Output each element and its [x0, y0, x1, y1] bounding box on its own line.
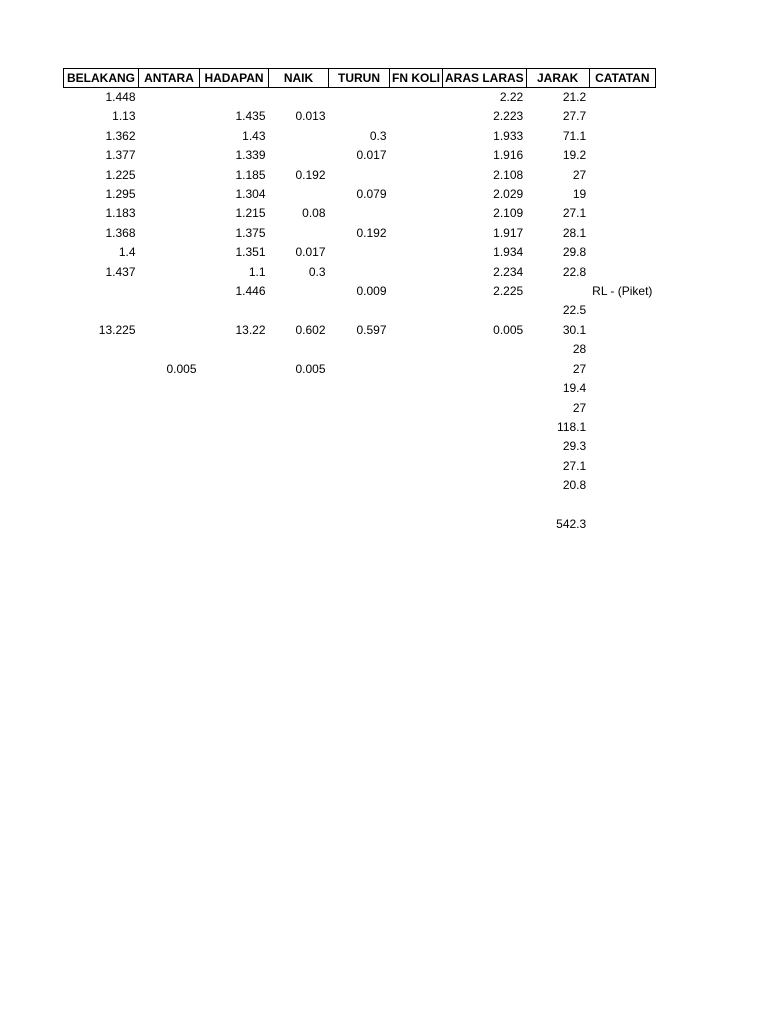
cell-antara [139, 379, 200, 398]
cell-aras-laras: 2.22 [499, 90, 524, 104]
cell-catatan [589, 399, 655, 418]
cell-catatan [589, 457, 655, 476]
cell-aras-laras: 2.108 [493, 167, 524, 182]
cell-antara [139, 282, 200, 301]
cell-hadapan [200, 360, 269, 379]
cell-hadapan: 1.43 [242, 128, 266, 143]
header-fn-koli: FN KOLI [390, 69, 443, 88]
header-row [64, 69, 656, 88]
cell-fn-koli [390, 146, 443, 165]
cell-jarak: 29.3 [562, 439, 587, 454]
cell-aras-laras [443, 301, 527, 320]
cell-hadapan [200, 515, 269, 534]
cell-antara [139, 88, 200, 108]
cell-fn-koli [390, 496, 443, 515]
cell-antara [139, 166, 200, 185]
cell-jarak: 27.1 [562, 206, 587, 221]
header-turun: TURUN [329, 69, 390, 88]
cell-catatan [589, 496, 655, 515]
cell-jarak: 28 [572, 342, 587, 357]
cell-jarak [526, 282, 589, 301]
cell-antara [139, 185, 200, 204]
cell-hadapan: 1.185 [235, 167, 266, 182]
cell-catatan [589, 107, 655, 126]
cell-fn-koli [390, 166, 443, 185]
cell-naik [269, 515, 329, 534]
cell-belakang [64, 360, 139, 379]
cell-aras-laras [443, 399, 527, 418]
cell-turun: 0.017 [356, 148, 387, 163]
cell-jarak: 22.8 [562, 264, 587, 279]
table-row [64, 399, 656, 418]
cell-belakang: 1.295 [105, 187, 136, 202]
cell-turun [329, 88, 390, 108]
cell-belakang [64, 515, 139, 534]
cell-jarak: 19.2 [562, 148, 587, 163]
cell-catatan [589, 127, 655, 146]
cell-belakang [64, 457, 139, 476]
table-row [64, 224, 656, 243]
cell-belakang: 1.4 [118, 245, 136, 260]
cell-belakang [64, 340, 139, 359]
cell-antara [139, 476, 200, 495]
cell-belakang: 1.183 [105, 206, 136, 221]
cell-naik: 0.005 [295, 361, 326, 376]
cell-hadapan: 1.339 [235, 148, 266, 163]
cell-aras-laras [443, 496, 527, 515]
cell-fn-koli [390, 340, 443, 359]
cell-aras-laras [443, 457, 527, 476]
cell-aras-laras [443, 379, 527, 398]
cell-antara: 0.005 [166, 361, 197, 376]
cell-turun [329, 204, 390, 223]
header-naik: NAIK [269, 69, 329, 88]
header-aras-laras: ARAS LARAS [443, 69, 527, 88]
cell-antara [139, 263, 200, 282]
cell-turun [329, 340, 390, 359]
cell-catatan [589, 321, 655, 340]
cell-hadapan [200, 496, 269, 515]
cell-aras-laras [443, 360, 527, 379]
table-row [64, 457, 656, 476]
cell-jarak: 542.3 [556, 516, 587, 531]
cell-fn-koli [390, 282, 443, 301]
cell-catatan [589, 476, 655, 495]
cell-naik [269, 146, 329, 165]
cell-antara [139, 301, 200, 320]
header-antara: ANTARA [139, 69, 200, 88]
cell-hadapan [200, 437, 269, 456]
cell-turun: 0.192 [356, 225, 387, 240]
cell-turun [329, 515, 390, 534]
cell-jarak: 27.7 [562, 109, 587, 124]
cell-antara [139, 224, 200, 243]
cell-naik: 0.017 [295, 245, 326, 260]
cell-fn-koli [390, 399, 443, 418]
cell-turun [329, 243, 390, 262]
cell-fn-koli [390, 243, 443, 262]
header-belakang: BELAKANG [64, 69, 139, 88]
cell-jarak: 19.4 [562, 381, 587, 396]
table-row [64, 515, 656, 534]
header-jarak: JARAK [526, 69, 589, 88]
cell-belakang [64, 282, 139, 301]
cell-antara [139, 418, 200, 437]
cell-aras-laras [443, 340, 527, 359]
cell-jarak: 30.1 [562, 322, 587, 337]
cell-hadapan: 1.375 [235, 225, 266, 240]
header-catatan: CATATAN [589, 69, 655, 88]
table-row [64, 301, 656, 320]
cell-belakang [64, 476, 139, 495]
cell-jarak: 27 [572, 400, 587, 415]
cell-naik: 0.3 [308, 264, 326, 279]
cell-belakang [64, 379, 139, 398]
cell-naik: 0.08 [302, 206, 326, 221]
cell-catatan [589, 185, 655, 204]
table-row [64, 418, 656, 437]
cell-jarak: 27 [572, 167, 587, 182]
cell-antara [139, 321, 200, 340]
cell-belakang [64, 496, 139, 515]
cell-naik [269, 496, 329, 515]
table-row [64, 88, 656, 108]
table-row [64, 166, 656, 185]
cell-jarak: 29.8 [562, 245, 587, 260]
table-row [64, 340, 656, 359]
cell-turun [329, 379, 390, 398]
cell-catatan [589, 224, 655, 243]
cell-belakang [64, 418, 139, 437]
cell-naik [269, 282, 329, 301]
cell-jarak: 21.2 [562, 90, 587, 104]
cell-aras-laras: 1.917 [493, 225, 524, 240]
cell-belakang [64, 399, 139, 418]
cell-antara [139, 457, 200, 476]
cell-aras-laras: 0.005 [493, 322, 524, 337]
cell-fn-koli [390, 418, 443, 437]
cell-aras-laras: 2.223 [493, 109, 524, 124]
cell-jarak: 27 [572, 361, 587, 376]
cell-fn-koli [390, 457, 443, 476]
cell-turun [329, 476, 390, 495]
cell-hadapan [200, 88, 269, 108]
cell-naik: 0.602 [295, 322, 326, 337]
cell-naik [269, 457, 329, 476]
cell-fn-koli [390, 107, 443, 126]
cell-jarak: 19 [572, 187, 587, 202]
cell-turun: 0.009 [356, 284, 387, 299]
table-row [64, 127, 656, 146]
cell-catatan [589, 88, 655, 108]
cell-catatan [589, 360, 655, 379]
cell-aras-laras: 2.225 [493, 284, 524, 299]
cell-antara [139, 243, 200, 262]
cell-turun [329, 107, 390, 126]
cell-jarak: 118.1 [557, 419, 587, 434]
cell-turun [329, 496, 390, 515]
cell-fn-koli [390, 379, 443, 398]
cell-fn-koli [390, 127, 443, 146]
cell-turun: 0.079 [356, 187, 387, 202]
cell-belakang: 1.225 [105, 167, 136, 182]
cell-hadapan [200, 418, 269, 437]
cell-turun: 0.3 [369, 128, 387, 143]
cell-fn-koli [390, 185, 443, 204]
cell-belakang: 13.225 [98, 322, 136, 337]
cell-aras-laras [443, 515, 527, 534]
table-body [64, 88, 656, 535]
table-row [64, 379, 656, 398]
cell-hadapan: 1.1 [248, 264, 266, 279]
cell-turun [329, 418, 390, 437]
cell-antara [139, 437, 200, 456]
cell-antara [139, 127, 200, 146]
cell-catatan [589, 263, 655, 282]
table-row [64, 282, 656, 301]
cell-belakang [64, 301, 139, 320]
cell-fn-koli [390, 321, 443, 340]
cell-aras-laras: 2.109 [493, 206, 524, 221]
cell-fn-koli [390, 515, 443, 534]
cell-fn-koli [390, 88, 443, 108]
cell-catatan [589, 204, 655, 223]
cell-jarak: 22.5 [562, 303, 587, 318]
cell-turun [329, 263, 390, 282]
cell-belakang: 1.13 [112, 109, 136, 124]
levelling-table [63, 68, 656, 534]
cell-naik [269, 437, 329, 456]
cell-turun [329, 360, 390, 379]
cell-hadapan: 1.215 [235, 206, 266, 221]
cell-hadapan [200, 379, 269, 398]
cell-turun [329, 457, 390, 476]
cell-catatan [589, 515, 655, 534]
cell-turun [329, 437, 390, 456]
cell-fn-koli [390, 204, 443, 223]
table-row [64, 243, 656, 262]
cell-antara [139, 340, 200, 359]
table-row [64, 360, 656, 379]
cell-naik [269, 88, 329, 108]
cell-naik [269, 301, 329, 320]
cell-jarak: 71.1 [562, 128, 587, 143]
cell-fn-koli [390, 263, 443, 282]
cell-antara [139, 107, 200, 126]
cell-hadapan [200, 457, 269, 476]
header-hadapan: HADAPAN [200, 69, 269, 88]
cell-catatan [589, 146, 655, 165]
cell-naik: 0.192 [295, 167, 326, 182]
cell-hadapan [200, 399, 269, 418]
cell-antara [139, 204, 200, 223]
cell-naik [269, 340, 329, 359]
cell-fn-koli [390, 437, 443, 456]
cell-naik [269, 476, 329, 495]
cell-jarak [526, 496, 589, 515]
cell-naik [269, 418, 329, 437]
cell-belakang [64, 437, 139, 456]
cell-fn-koli [390, 360, 443, 379]
cell-hadapan [200, 340, 269, 359]
cell-hadapan [200, 301, 269, 320]
cell-aras-laras: 1.933 [493, 128, 524, 143]
cell-hadapan: 1.351 [235, 245, 266, 260]
cell-turun [329, 399, 390, 418]
cell-catatan [589, 301, 655, 320]
cell-aras-laras [443, 476, 527, 495]
cell-naik [269, 185, 329, 204]
cell-aras-laras: 1.934 [493, 245, 524, 260]
table-row [64, 476, 656, 495]
cell-jarak: 28.1 [562, 225, 587, 240]
cell-naik [269, 224, 329, 243]
cell-fn-koli [390, 476, 443, 495]
cell-aras-laras: 1.916 [493, 148, 524, 163]
cell-turun [329, 166, 390, 185]
cell-hadapan [200, 476, 269, 495]
cell-naik [269, 399, 329, 418]
cell-aras-laras: 2.234 [493, 264, 524, 279]
cell-belakang: 1.437 [105, 264, 136, 279]
cell-aras-laras [443, 418, 527, 437]
table-row [64, 107, 656, 126]
cell-hadapan: 13.22 [235, 322, 266, 337]
cell-belakang: 1.368 [105, 225, 136, 240]
cell-antara [139, 515, 200, 534]
cell-catatan [589, 340, 655, 359]
cell-jarak: 27.1 [562, 458, 587, 473]
cell-catatan [589, 166, 655, 185]
cell-catatan [589, 379, 655, 398]
cell-turun: 0.597 [356, 322, 387, 337]
cell-aras-laras: 2.029 [493, 187, 524, 202]
table-row [64, 437, 656, 456]
cell-belakang: 1.362 [105, 128, 136, 143]
cell-aras-laras [443, 437, 527, 456]
cell-catatan [589, 243, 655, 262]
cell-belakang: 1.377 [105, 148, 136, 163]
table-row [64, 146, 656, 165]
table-row [64, 185, 656, 204]
table-row [64, 204, 656, 223]
cell-naik [269, 379, 329, 398]
cell-catatan: RL - (Piket) [592, 284, 653, 299]
cell-naik [269, 127, 329, 146]
table-row [64, 321, 656, 340]
cell-catatan [589, 418, 655, 437]
cell-catatan [589, 437, 655, 456]
cell-antara [139, 146, 200, 165]
cell-hadapan: 1.435 [235, 109, 266, 124]
cell-fn-koli [390, 224, 443, 243]
cell-belakang: 1.448 [105, 90, 136, 104]
cell-fn-koli [390, 301, 443, 320]
table-row [64, 263, 656, 282]
cell-hadapan: 1.304 [235, 187, 266, 202]
cell-antara [139, 399, 200, 418]
cell-jarak: 20.8 [562, 478, 587, 493]
cell-antara [139, 496, 200, 515]
cell-turun [329, 301, 390, 320]
cell-hadapan: 1.446 [235, 284, 266, 299]
table-row [64, 496, 656, 515]
cell-naik: 0.013 [295, 109, 326, 124]
